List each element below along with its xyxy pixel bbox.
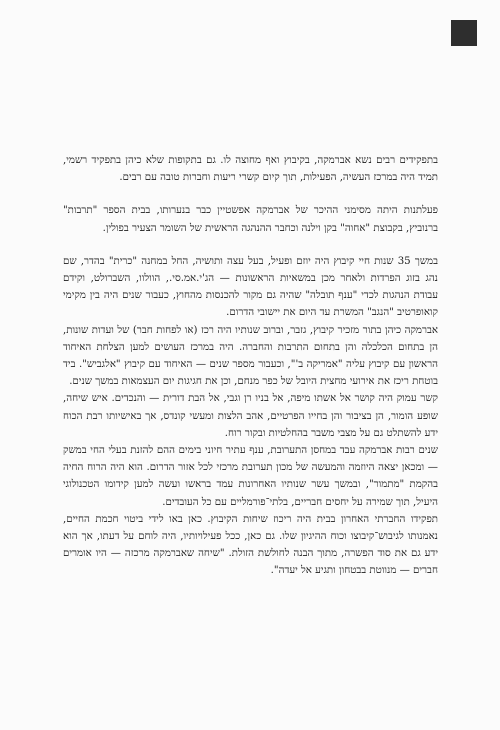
paragraph-roles: בתפקידים רבים נשא אברמקה, בקיבוץ ואף מחוצה לו. גם בתקופות שלא כיהן בתפקיד רשמי, תמיד היה במרכז העשיה, הפעילות, תוך קיום קשרי ריעות וחברות טובה עם רבים.: [63, 155, 438, 184]
paragraph-family: קשר עמוק היה קושר אל אשתו מיפה, אל בניו רן וגבי, אל הבת דורית — והנכדים. איש שיחה, שופע הומור, הן בציבור והן בחייו הפרטיים, אהב הלצות ומעשי קונדס, אך באישיותו רבת הכוח ידע להשתלט גם על מצבי משבר בהחלטיות ובקור רוח.: [63, 393, 438, 439]
paragraph-secretary: אברמקה כיהן בתור מזכיר קיבוץ, גזבר, וברוב שנותיו היה רכז (או לפחות חבר) של ועדות שונות, הן בתחום הכלכלה והן בתחום התרבות והחברה. היה במרכז העושים למען הצלחת האיחוד הראשון עם קיבוץ עליה "אמריקה ב'", וכעבור מספר שנים — האיחוד עם קיבוץ "אלגביש". ביד בוטחת ריכז את אירועי מחצית היובל של כפר מנחם, וכן את חגיגות יום העצמאות במשך שנים.: [63, 324, 438, 388]
paragraph-youth: פעלתנות היתה מסימני ההיכר של אברמקה אפשטיין כבר בנערותו, בבית הספר "תרבות" ברנוביץ, בקבוצת "אחוה" בקן וילנה וכחבר ההנהגה הראשית של השומר הצעיר בפולין.: [63, 205, 438, 234]
paragraph-gap: [63, 186, 438, 202]
paragraph-kibbutz-years: במשך 35 שנות חיי קיבוץ היה יוזם ופעיל, בעל עצה ותושיה, החל במחנה "כרית" בהדר, שם נהג בזוג הפרדות ולאחר מכן במשאיות הראשונות — הג'י.אמ.סי., הוולוו, השברולט, וקידם עבודת הנהגות לכדי "ענף תובלה" שהיה גם מקור להכנסות מהחוץ, כעבור שנים היה בין מקימי קואופרטיב "הנגב" המשרת עד היום את יישובי הדרום.: [63, 255, 438, 319]
memorial-text-body: [63, 152, 438, 580]
corner-block-mark: [451, 20, 477, 46]
paragraph-feed-mill: שנים רבות אברמקה עבד במחסן התערובת, ענף עתיר חיוני בימים ההם להזנת בעלי החי במשק — ומכאן יצאה היוזמה והמעשה של מכון תערובת מרכזי לכל אזור הדרום. הוא היה הרוח החיה בהקמת "מתמור", ובמשך עשר שנותיו האחרונות עמד בראשו ועשה למען קידומו הטכנולוגי היעיל, תוך שמירה על יחסים חבריים, בלתי־פורמליים עם כל העובדים.: [63, 445, 438, 508]
paragraph-gap: [63, 237, 438, 253]
paragraph-discussions: תפקידו החברתי האחרון בבית היה ריכוז שיחות הקיבוץ. כאן באו לידי ביטוי חכמת החיים, נאמנותו לגיבוש־קיבוצו וכוח ההיגיון שלו. גם כאן, ככל פעילויותיו, היה לוחם על דעתו, אך הוא ידע גם את סוד הפשרה, מתוך הבנה לחולשת הזולת. "שיחה שאברמקה מרכזה — היו אומרים חברים — מנווטת בבטחון ותגיע אל יעדה".: [63, 513, 438, 577]
